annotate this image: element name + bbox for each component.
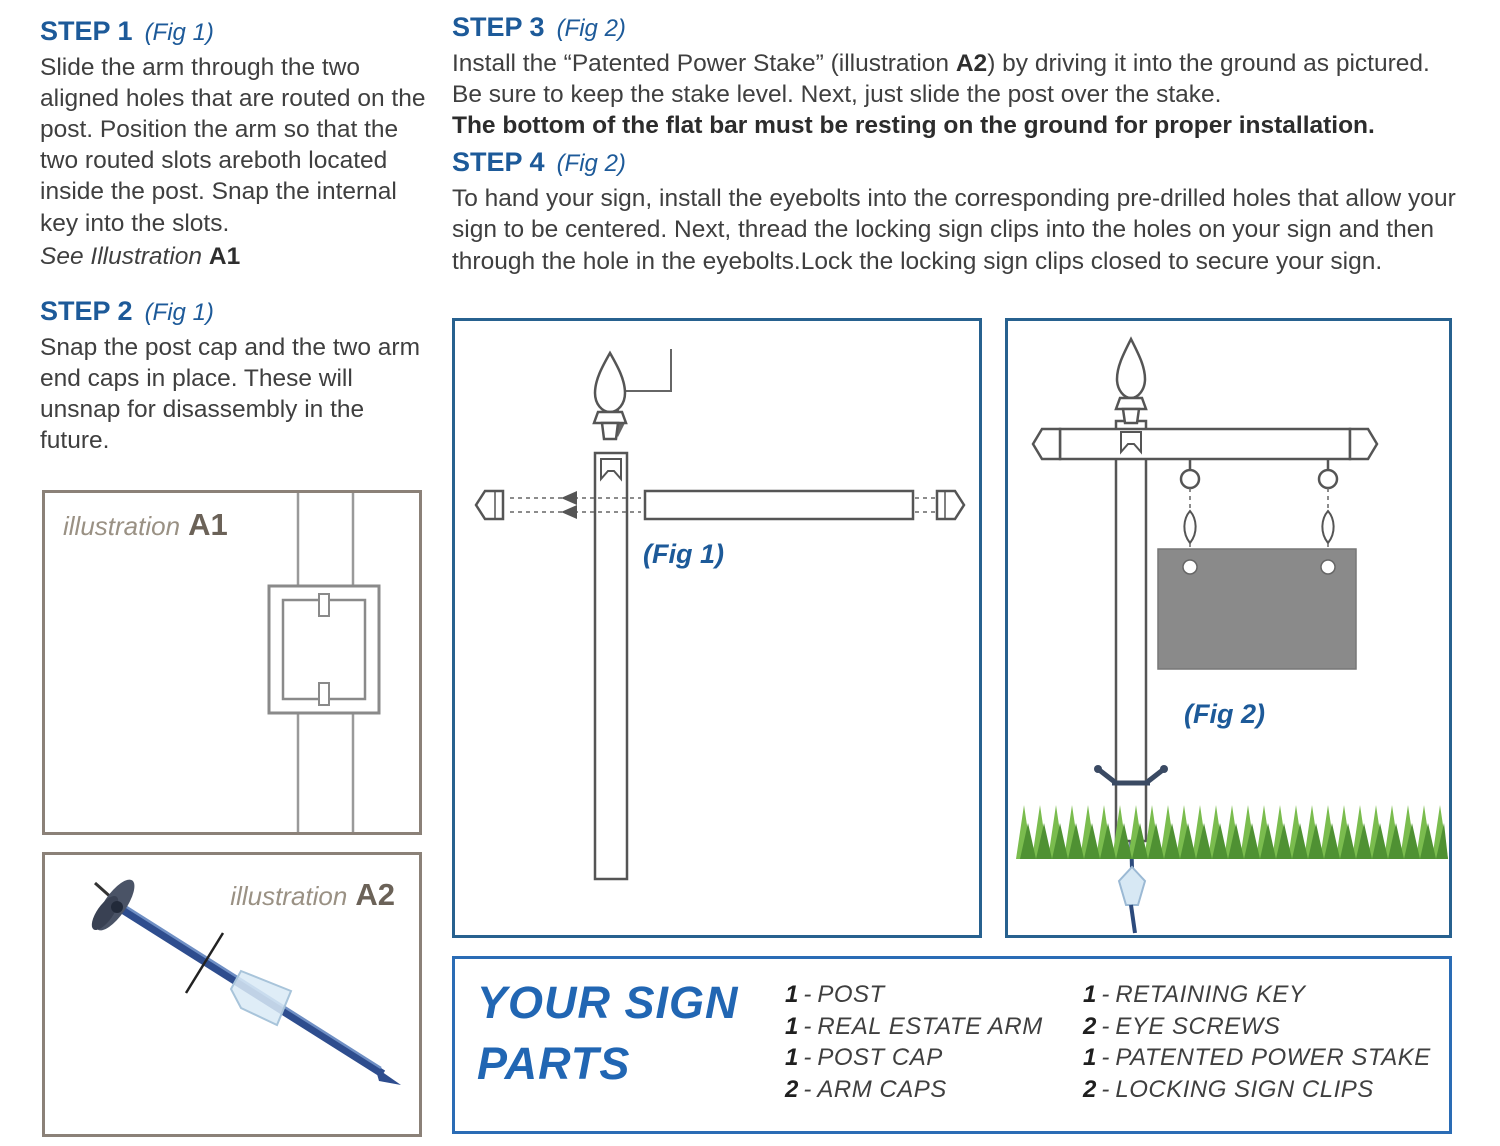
part-qty: 1 [785,1012,799,1040]
part-qty: 1 [785,1044,799,1072]
part-sep: - [803,1076,812,1104]
step1-body: Slide the arm through the two aligned holes that are routed on the post. Position the arm so that the two routed slots areboth located inside the post. Snap the internal key into the slots. [40,54,426,237]
part-qty: 2 [1083,1076,1097,1104]
part-qty: 1 [785,981,799,1008]
right-text-column [452,12,1464,277]
illustration-a2-label-text: illustration [230,881,348,911]
step4-title: STEP 4 [452,147,545,178]
illustration-a2-label [230,877,395,913]
part-item-patented-power-stake [1083,1042,1431,1074]
step3-bold-sentence: The bottom of the flat bar must be resting on the ground for proper installation. [452,112,1375,140]
fig2-caption: (Fig 2) [1184,699,1265,729]
step3-illustration-ref: A2 [955,50,988,77]
part-name: LOCKING SIGN CLIPS [1115,1076,1374,1104]
part-name: RETAINING KEY [1115,981,1306,1008]
illustration-a1-label-text: illustration [63,511,181,541]
part-name: PATENTED POWER STAKE [1115,1044,1431,1072]
step1-heading [40,16,432,47]
fig1-box [452,318,982,938]
fig2-box [1005,318,1452,938]
part-item-eye-screws [1083,1011,1431,1043]
part-qty: 1 [1083,1044,1097,1072]
step4-fig-ref: (Fig 2) [556,150,626,178]
part-item-post-cap [785,1042,1043,1074]
see-illustration-ref: A1 [208,242,241,270]
step4-heading [452,147,1464,178]
part-sep: - [1101,1012,1110,1040]
parts-list-box [452,956,1452,1134]
step3-body-before: Install the “Patented Power Stake” (illustration [452,50,956,77]
step2-heading [40,296,432,327]
part-sep: - [1101,1076,1110,1104]
step3-body [452,48,1464,141]
part-name: EYE SCREWS [1115,1012,1281,1040]
part-sep: - [803,981,812,1008]
part-item-real-estate-arm [785,1011,1043,1043]
fig1-exploded-assembly-drawing [455,321,979,935]
left-text-column [40,16,432,456]
see-illustration-text: See Illustration [40,242,203,270]
step3-title: STEP 3 [452,12,545,42]
part-qty: 2 [785,1076,799,1104]
parts-column-2 [1083,979,1431,1106]
illustration-a1-label [63,507,228,543]
illustration-a1-ref: A1 [188,507,228,542]
part-qty: 2 [1083,1012,1097,1040]
illustration-a1-box [42,490,422,835]
parts-title-line2: PARTS [477,1037,631,1089]
step3-heading [452,12,1464,43]
part-sep: - [803,1044,812,1072]
part-name: ARM CAPS [817,1076,947,1104]
part-sep: - [803,1012,812,1040]
part-item-arm-caps [785,1074,1043,1106]
parts-column-1 [785,979,1043,1106]
step2-title: STEP 2 [40,295,133,326]
fig2-installed-sign-drawing [1008,321,1449,935]
step3-fig-ref: (Fig 2) [556,15,626,42]
parts-title-line1: YOUR SIGN [477,977,739,1028]
part-qty: 1 [1083,981,1097,1008]
parts-title [477,973,739,1095]
step1-fig-ref: (Fig 1) [144,19,214,46]
post-key-bracket-drawing [45,493,419,832]
step2-body: Snap the post cap and the two arm end caps in place. These will unsnap for disassembly in the future. [40,333,420,455]
step4-body: To hand your sign, install the eyebolts into the corresponding pre-drilled holes that allow your sign to be centered. Next, thread the locking sign clips into the holes on your sign and then through the hole in the eyebolts.Lock the locking sign clips closed to secure your sign. [452,185,1456,275]
part-item-post [785,979,1043,1011]
part-item-retaining-key [1083,979,1431,1011]
step1-title: STEP 1 [40,16,133,46]
part-name: REAL ESTATE ARM [817,1012,1043,1040]
part-name: POST [817,981,885,1008]
fig1-caption: (Fig 1) [643,539,724,569]
part-sep: - [1101,1044,1110,1072]
part-item-locking-sign-clips [1083,1074,1431,1106]
step1-see-line [40,241,432,272]
step3-body-after: ) by driving it into the ground as pictured. Be sure to keep the stake level. Next, just slide the post over the stake. [452,50,1430,109]
illustration-a2-ref: A2 [355,877,395,912]
step2-fig-ref: (Fig 1) [144,298,214,326]
part-sep: - [1101,981,1110,1008]
illustration-a2-box [42,852,422,1137]
part-name: POST CAP [817,1044,943,1072]
